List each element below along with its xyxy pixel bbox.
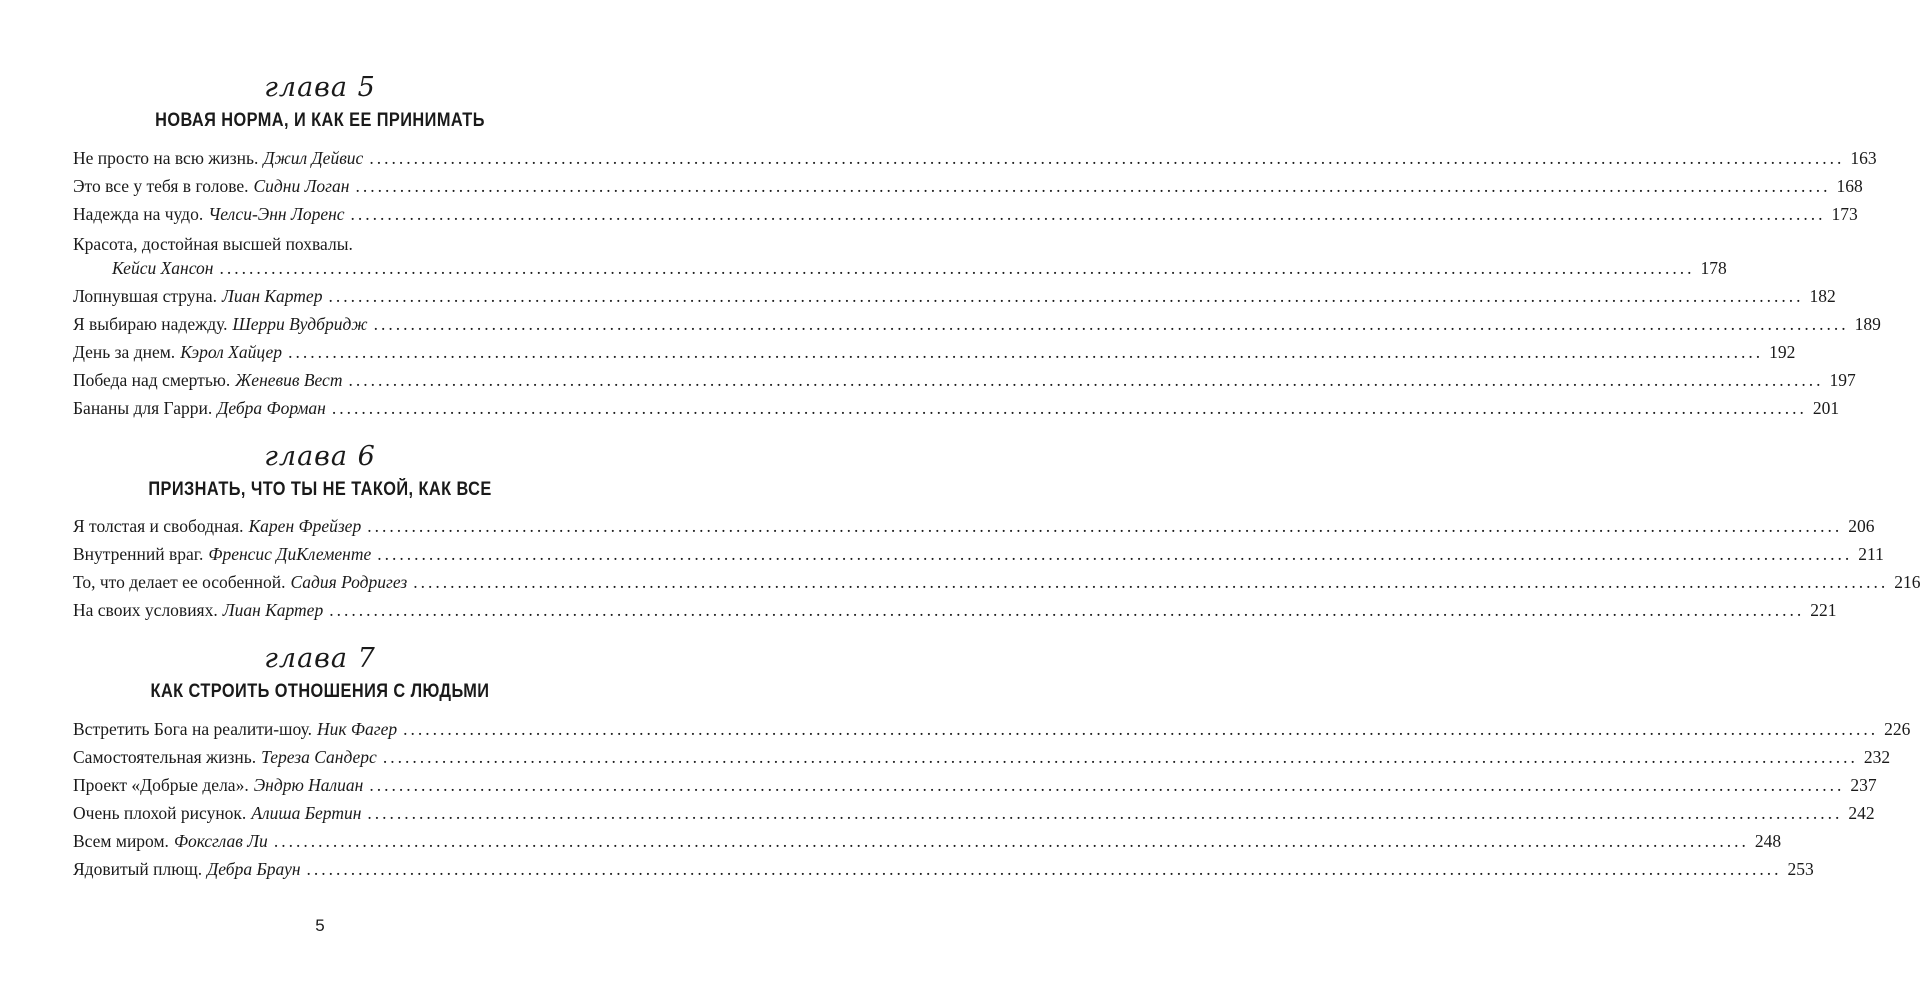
entry-title: Самостоятельная жизнь. <box>73 747 257 767</box>
entry-author: Лиан Картер <box>222 600 324 620</box>
entry-title: Надежда на чудо. <box>73 204 204 224</box>
toc-entry[interactable] <box>73 600 1837 628</box>
entry-author: Алиша Бертин <box>251 803 362 823</box>
page-number: 5 <box>315 916 325 935</box>
entry-page: 206 <box>1848 516 1875 536</box>
entry-title: Очень плохой рисунок. <box>73 803 247 823</box>
entry-author: Ник Фагер <box>316 719 398 739</box>
entry-title: Это все у тебя в голове. <box>73 176 249 196</box>
entry-title: Я толстая и свободная. <box>73 516 244 536</box>
entry-page: 237 <box>1850 775 1877 795</box>
entry-author: Челси-Энн Лоренс <box>208 204 345 224</box>
entry-title: Встретить Бога на реалити-шоу. <box>73 719 312 739</box>
leader-dots: ........................................................................................................................................................................................................ <box>382 747 1858 767</box>
entry-author: Фоксглав Ли <box>173 831 268 851</box>
entry-title: Ядовитый плющ. <box>73 859 203 879</box>
entry-title: Всем миром. <box>73 831 169 851</box>
leader-dots: ........................................................................................................................................................................................................ <box>369 775 1845 795</box>
entry-author: Эндрю Налиан <box>253 775 364 795</box>
toc-entry[interactable] <box>73 314 1881 342</box>
entry-title: На своих условиях. <box>73 600 218 620</box>
entry-author: Карен Фрейзер <box>248 516 362 536</box>
entry-title: Бананы для Гарри. <box>73 398 213 418</box>
entry-author: Женевив Вест <box>235 370 343 390</box>
toc-entry[interactable] <box>73 544 1884 572</box>
entry-title[interactable]: Красота, достойная высшей похвалы. <box>73 234 353 254</box>
leader-dots: ........................................................................................................................................................................................................ <box>367 803 1843 823</box>
leader-dots: ........................................................................................................................................................................................................ <box>348 370 1824 390</box>
chapter-5-label: глава 5 <box>264 72 376 103</box>
entry-page: 173 <box>1831 204 1858 224</box>
leader-dots: ........................................................................................................................................................................................................ <box>373 314 1849 334</box>
entry-title: Внутренний враг. <box>73 544 204 564</box>
toc-entry[interactable] <box>73 398 1840 426</box>
entry-page: 216 <box>1894 572 1920 592</box>
toc-entry[interactable] <box>73 775 1877 803</box>
leader-dots: ........................................................................................................................................................................................................ <box>329 600 1805 620</box>
toc-entry[interactable] <box>73 370 1856 398</box>
leader-dots: ........................................................................................................................................................................................................ <box>288 342 1764 362</box>
chapter-6-title: ПРИЗНАТЬ, ЧТО ТЫ НЕ ТАКОЙ, КАК ВСЕ <box>148 479 492 500</box>
toc-entry[interactable] <box>73 176 1863 204</box>
leader-dots: ........................................................................................................................................................................................................ <box>350 204 1826 224</box>
entry-title: Я выбираю надежду. <box>73 314 228 334</box>
entry-author: Джил Дейвис <box>263 148 364 168</box>
leader-dots: ........................................................................................................................................................................................................ <box>306 859 1782 879</box>
toc-entry[interactable] <box>73 148 1877 176</box>
entry-title: День за днем. <box>73 342 176 362</box>
chapter-6-label: глава 6 <box>264 441 376 472</box>
toc-entry[interactable] <box>73 803 1875 831</box>
entry-page: 242 <box>1848 803 1875 823</box>
entry-title: Победа над смертью. <box>73 370 231 390</box>
chapter-5-title: НОВАЯ НОРМА, И КАК ЕЕ ПРИНИМАТЬ <box>155 110 485 131</box>
toc-entry[interactable] <box>73 516 1875 544</box>
toc-entry[interactable] <box>73 286 1836 314</box>
entry-page: 197 <box>1829 370 1856 390</box>
entry-author: Кэрол Хайцер <box>180 342 283 362</box>
entry-page: 221 <box>1810 600 1837 620</box>
toc-entry[interactable] <box>73 747 1891 775</box>
entry-page: 168 <box>1836 176 1863 196</box>
entry-author: Тереза Сандерс <box>261 747 377 767</box>
entry-author: Лиан Картер <box>222 286 323 306</box>
leader-dots: ........................................................................................................................................................................................................ <box>355 176 1831 196</box>
leader-dots: ........................................................................................................................................................................................................ <box>328 286 1804 306</box>
leader-dots: ........................................................................................................................................................................................................ <box>331 398 1807 418</box>
entry-page: 211 <box>1858 544 1884 564</box>
entry-author: Дебра Форман <box>217 398 326 418</box>
entry-author: Дебра Браун <box>207 859 301 879</box>
toc-entry[interactable] <box>112 258 1727 286</box>
toc-entry[interactable] <box>73 859 1814 887</box>
toc-entry[interactable] <box>73 204 1858 232</box>
entry-page: 182 <box>1809 286 1836 306</box>
entry-page: 226 <box>1884 719 1911 739</box>
chapter-7-label: глава 7 <box>264 643 376 674</box>
leader-dots: ........................................................................................................................................................................................................ <box>219 258 1695 278</box>
leader-dots: ........................................................................................................................................................................................................ <box>413 572 1889 592</box>
entry-page: 192 <box>1769 342 1796 362</box>
entry-page: 248 <box>1754 831 1782 851</box>
entry-page: 189 <box>1854 314 1881 334</box>
entry-page: 201 <box>1812 398 1840 418</box>
toc-entry[interactable] <box>73 342 1796 370</box>
entry-page: 178 <box>1700 258 1727 278</box>
entry-page: 232 <box>1863 747 1891 767</box>
leader-dots: ........................................................................................................................................................................................................ <box>369 148 1845 168</box>
entry-page: 253 <box>1787 859 1814 879</box>
entry-title: Проект «Добрые дела». <box>73 775 249 795</box>
entry-title: Не просто на всю жизнь. <box>73 148 259 168</box>
entry-title: Лопнувшая струна. <box>73 286 217 306</box>
entry-author: Сидни Логан <box>253 176 350 196</box>
chapter-7-title: КАК СТРОИТЬ ОТНОШЕНИЯ С ЛЮДЬМИ <box>150 681 490 702</box>
entry-title: То, что делает ее особенной. <box>73 572 286 592</box>
leader-dots: ........................................................................................................................................................................................................ <box>377 544 1853 564</box>
entry-author: Френсис ДиКлементе <box>208 544 372 564</box>
entry-author: Шерри Вудбридж <box>232 314 368 334</box>
leader-dots: ........................................................................................................................................................................................................ <box>273 831 1749 851</box>
entry-author: Кейси Хансон <box>112 258 214 278</box>
toc-entry[interactable] <box>73 572 1920 600</box>
entry-page: 163 <box>1850 148 1877 168</box>
leader-dots: ........................................................................................................................................................................................................ <box>403 719 1879 739</box>
entry-author: Садия Родригез <box>290 572 408 592</box>
toc-entry[interactable] <box>73 719 1911 747</box>
toc-entry[interactable] <box>73 831 1782 859</box>
leader-dots: ........................................................................................................................................................................................................ <box>367 516 1843 536</box>
